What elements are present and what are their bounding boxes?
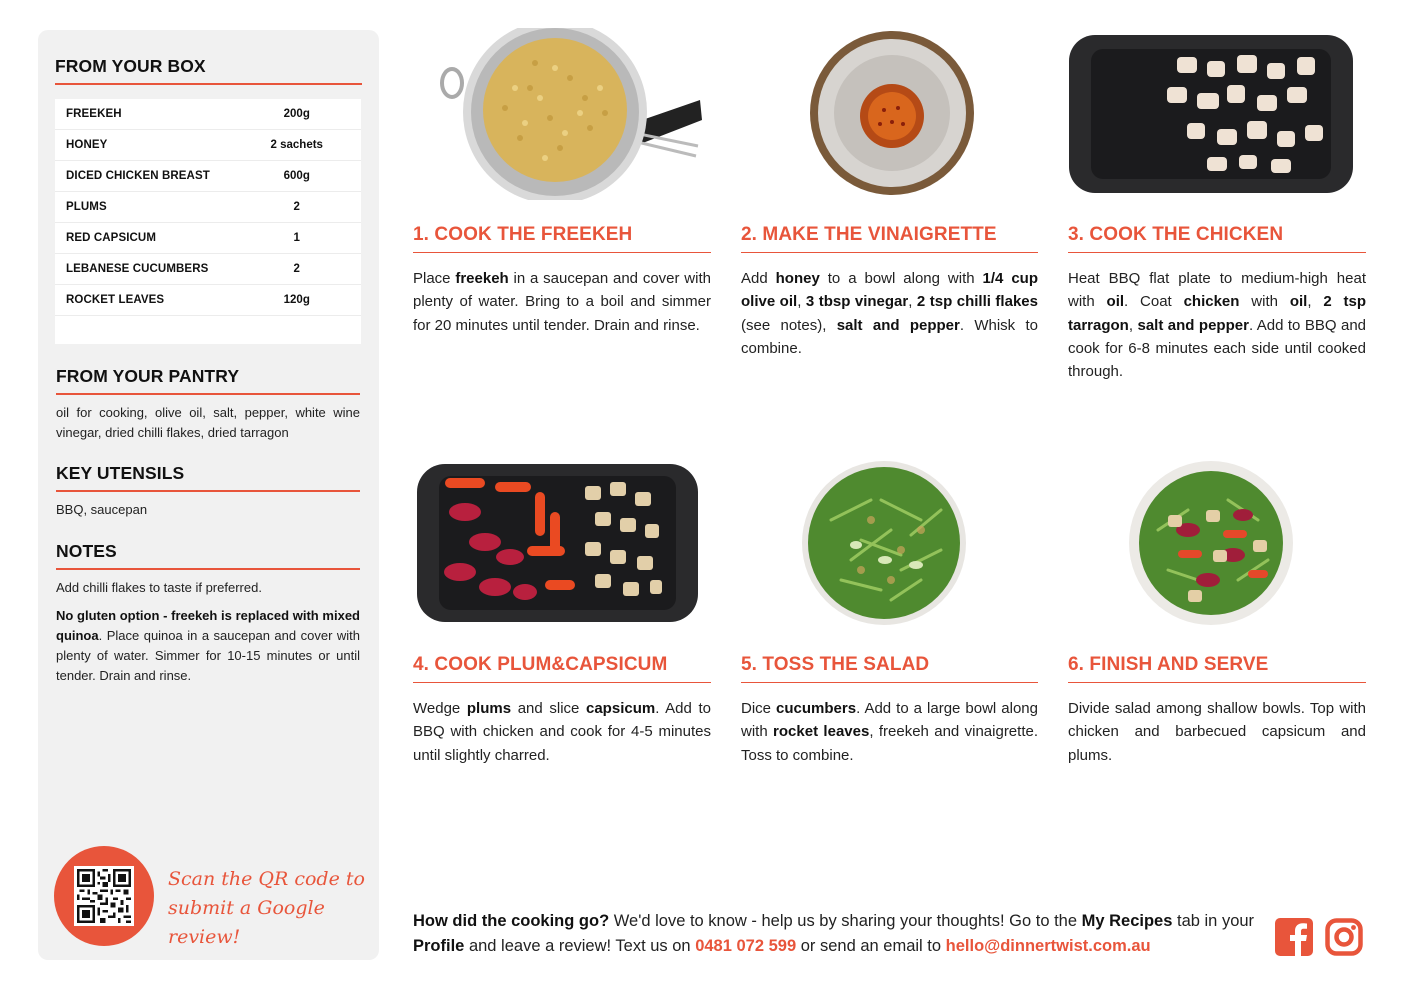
step-2-body — [741, 267, 1038, 360]
step-text: , — [797, 293, 806, 311]
notes-gluten-free-rest: . Place quinoa in a saucepan and cover with plenty of water. Simmer for 10-15 minutes or until tender. Drain and rinse. — [56, 628, 360, 683]
pantry-section — [56, 366, 360, 443]
step-text: in a saucepan and cover with plenty of water. Bring to a boil and simmer for 20 minutes until tender. Drain and rinse. — [413, 270, 711, 334]
ingredient-name: HONEY — [66, 139, 108, 151]
ingredient-qty: 600g — [283, 170, 310, 182]
step-text: , — [908, 293, 917, 311]
step-emphasis: freekeh — [455, 270, 509, 287]
step-emphasis: 1/4 cup olive oil — [741, 270, 1039, 311]
step-4 — [413, 654, 711, 767]
step-text: (see notes), — [741, 316, 837, 334]
utensils-title: KEY UTENSILS — [56, 463, 360, 492]
sidebar — [38, 30, 379, 960]
step-emphasis: plums — [466, 700, 512, 717]
bbq-plum-capsicum-image — [415, 462, 700, 624]
step-emphasis: chicken — [1183, 293, 1240, 311]
footer-text-3: and leave a review! Text us on — [464, 937, 696, 955]
ingredient-row — [55, 99, 361, 130]
step-emphasis: cucumbers — [776, 700, 857, 717]
instagram-icon[interactable] — [1325, 918, 1363, 956]
freekeh-saucepan-image — [440, 28, 702, 200]
step-5-body — [741, 697, 1038, 767]
step-3 — [1068, 224, 1366, 383]
ingredient-row — [55, 130, 361, 161]
step-1 — [413, 224, 711, 337]
ingredient-qty: 2 sachets — [270, 139, 323, 151]
vinaigrette-bowl-image — [808, 30, 976, 196]
step-6-title: 6. FINISH AND SERVE — [1068, 654, 1366, 683]
step-4-title: 4. COOK PLUM&CAPSICUM — [413, 654, 711, 683]
step-emphasis: honey — [775, 270, 820, 287]
email-link[interactable]: hello@dinnertwist.com.au — [945, 937, 1151, 955]
ingredient-name: DICED CHICKEN BREAST — [66, 170, 210, 182]
notes-line: Add chilli flakes to taste if preferred. — [56, 580, 262, 595]
footer-my-recipes: My Recipes — [1081, 912, 1173, 930]
step-emphasis: oil — [1106, 293, 1125, 311]
phone-link[interactable]: 0481 072 599 — [695, 937, 797, 955]
footer-text-1: We'd love to know - help us by sharing your thoughts! Go to the — [609, 912, 1082, 930]
step-text: , freekeh and vinaigrette. Toss to combine. — [741, 723, 1038, 764]
step-emphasis: capsicum — [586, 700, 656, 717]
qr-caption-line1: Scan the QR code to — [168, 868, 365, 890]
ingredient-qty: 200g — [283, 108, 310, 120]
step-text: , — [1128, 316, 1138, 334]
step-emphasis: 2 tsp chilli flakes — [916, 293, 1038, 311]
ingredient-name: ROCKET LEAVES — [66, 294, 165, 306]
ingredient-row — [55, 161, 361, 192]
step-emphasis: salt and pepper — [1137, 316, 1249, 334]
step-text: , — [1307, 293, 1324, 311]
from-your-box-title: FROM YOUR BOX — [55, 56, 362, 85]
ingredients-table — [55, 99, 361, 344]
ingredient-row — [55, 192, 361, 223]
step-5 — [741, 654, 1038, 767]
step-1-body — [413, 267, 711, 337]
qr-caption-line2: submit a Google review! — [168, 897, 325, 948]
utensils-text: BBQ, saucepan — [56, 502, 148, 517]
step-emphasis: rocket leaves — [773, 723, 870, 741]
ingredient-name: RED CAPSICUM — [66, 232, 157, 244]
step-6 — [1068, 654, 1366, 767]
ingredient-qty: 120g — [283, 294, 310, 306]
step-3-title: 3. COOK THE CHICKEN — [1068, 224, 1366, 253]
notes-section — [56, 541, 360, 686]
step-text: Place — [413, 270, 456, 287]
bbq-chicken-image — [1067, 33, 1355, 195]
ingredient-name: LEBANESE CUCUMBERS — [66, 263, 209, 275]
step-emphasis: 2 tsp tarragon — [1068, 293, 1367, 334]
step-emphasis: 3 tbsp vinegar — [805, 293, 909, 311]
step-text: Add — [741, 270, 776, 287]
qr-code-icon[interactable] — [74, 866, 134, 926]
footer-text-4: or send an email to — [796, 937, 946, 955]
ingredient-qty: 2 — [293, 263, 300, 275]
footer-profile: Profile — [413, 937, 465, 955]
ingredient-qty: 2 — [293, 201, 300, 213]
notes-title: NOTES — [56, 541, 360, 570]
finished-dish-image — [1128, 460, 1294, 626]
step-text: . Whisk to combine. — [741, 316, 1039, 357]
ingredient-name: PLUMS — [66, 201, 107, 213]
step-text: Heat BBQ flat plate to medium-high heat with — [1068, 270, 1366, 311]
notes-gluten-free — [56, 606, 360, 686]
facebook-icon[interactable] — [1275, 918, 1313, 956]
step-emphasis: oil — [1289, 293, 1308, 311]
step-text: . Add to a large bowl along with — [741, 700, 1038, 741]
pantry-title: FROM YOUR PANTRY — [56, 366, 360, 395]
step-2-title: 2. MAKE THE VINAIGRETTE — [741, 224, 1038, 253]
step-text: Dice — [741, 700, 777, 717]
footer-question: How did the cooking go? — [413, 912, 610, 930]
step-emphasis: salt and pepper — [836, 316, 960, 334]
qr-caption — [168, 865, 368, 952]
ingredient-qty: 1 — [293, 232, 300, 244]
step-text: to a bowl along with — [819, 270, 983, 287]
step-6-body — [1068, 697, 1366, 767]
ingredient-name: FREEKEH — [66, 108, 122, 120]
tossed-salad-image — [801, 460, 967, 626]
utensils-section — [56, 463, 360, 520]
step-5-title: 5. TOSS THE SALAD — [741, 654, 1038, 683]
step-text: . Add to BBQ with chicken and cook for 4-5 minutes until slightly charred. — [413, 700, 711, 764]
step-text: . Add to BBQ and cook for 6-8 minutes each side until cooked through. — [1068, 316, 1367, 381]
step-text: and slice — [511, 700, 586, 717]
step-text: Wedge — [413, 700, 467, 717]
ingredient-row — [55, 223, 361, 254]
step-2 — [741, 224, 1038, 360]
step-3-body — [1068, 267, 1366, 383]
step-text: . Coat — [1124, 293, 1184, 311]
step-text: Divide salad among shallow bowls. Top with chicken and barbecued capsicum and plums. — [1068, 700, 1366, 764]
feedback-footer — [413, 909, 1263, 959]
step-text: with — [1239, 293, 1290, 311]
ingredient-row — [55, 254, 361, 285]
notes-gluten-free-bold: No gluten option - freekeh is replaced with mixed quinoa — [56, 608, 360, 643]
qr-code-badge[interactable] — [54, 846, 154, 946]
step-4-body — [413, 697, 711, 767]
pantry-text: oil for cooking, olive oil, salt, pepper, white wine vinegar, dried chilli flakes, dried tarragon — [56, 405, 360, 440]
step-1-title: 1. COOK THE FREEKEH — [413, 224, 711, 253]
ingredient-row — [55, 285, 361, 316]
footer-text-2: tab in your — [1172, 912, 1255, 930]
